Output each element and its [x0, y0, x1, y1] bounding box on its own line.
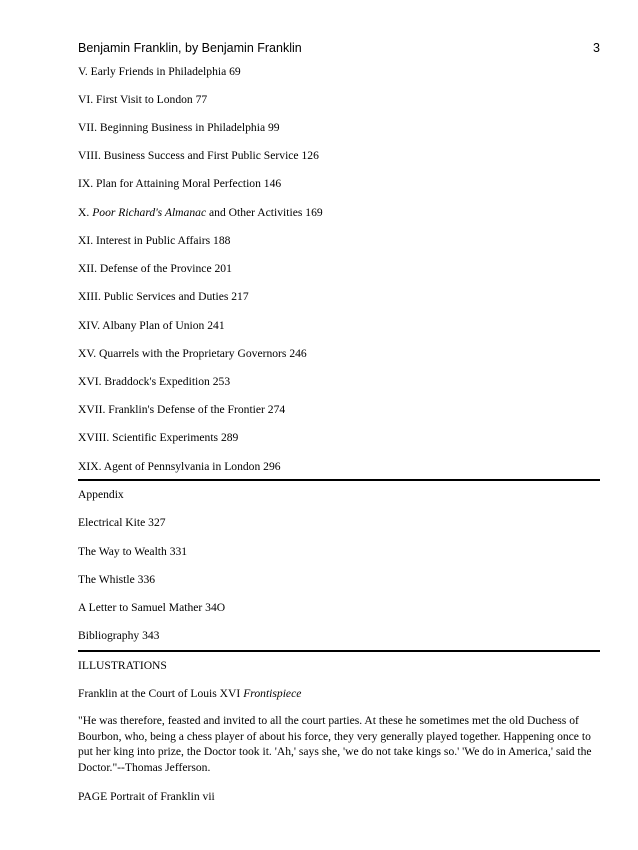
appendix-heading: Appendix	[78, 488, 124, 501]
illustrations-heading: ILLUSTRATIONS	[78, 659, 167, 672]
page-header	[78, 40, 600, 56]
toc-entry: XVIII. Scientific Experiments 289	[78, 431, 239, 444]
toc-entry: XIX. Agent of Pennsylvania in London 296	[78, 460, 281, 473]
toc-entry: VIII. Business Success and First Public Service 126	[78, 149, 319, 162]
toc-entry: XIV. Albany Plan of Union 241	[78, 319, 225, 332]
section-divider	[78, 479, 600, 481]
toc-entry: VII. Beginning Business in Philadelphia 99	[78, 121, 280, 134]
running-title: Benjamin Franklin, by Benjamin Franklin	[78, 41, 302, 55]
toc-entry: IX. Plan for Attaining Moral Perfection 146	[78, 177, 282, 190]
toc-entry: XI. Interest in Public Affairs 188	[78, 234, 231, 247]
illustration-item	[78, 686, 301, 702]
toc-entry: XVII. Franklin's Defense of the Frontier 274	[78, 403, 286, 416]
jefferson-quote: "He was therefore, feasted and invited to all the court parties. At these he sometimes met the old Duchess of Bourbon, who, being a chess player of about his force, they very generally played together. Happening once to put her king into prize, the Doctor took it. 'Ah,' says she, 'we do not take kings so.' 'We do in America,' said the Doctor."--Thomas Jefferson.	[78, 714, 592, 774]
toc-entry	[78, 205, 323, 221]
illustration-placement: Frontispiece	[243, 687, 302, 700]
toc-entry-number: X.	[78, 206, 90, 219]
toc-entry-rest: and Other Activities 169	[209, 206, 323, 219]
toc-entry: XIII. Public Services and Duties 217	[78, 290, 249, 303]
appendix-item: Electrical Kite 327	[78, 516, 166, 529]
toc-entry: VI. First Visit to London 77	[78, 93, 208, 106]
toc-entry: XII. Defense of the Province 201	[78, 262, 232, 275]
appendix-item: The Whistle 336	[78, 573, 156, 586]
illustration-item: PAGE Portrait of Franklin vii	[78, 790, 215, 803]
toc-entry: XV. Quarrels with the Proprietary Governors 246	[78, 347, 307, 360]
toc-entry: V. Early Friends in Philadelphia 69	[78, 65, 241, 78]
document-page	[78, 0, 600, 850]
illustration-title: Franklin at the Court of Louis XVI	[78, 687, 241, 700]
appendix-item: Bibliography 343	[78, 629, 160, 642]
page-number: 3	[593, 41, 600, 55]
appendix-item: A Letter to Samuel Mather 34O	[78, 601, 226, 614]
section-divider	[78, 650, 600, 652]
toc-entry-italic-title: Poor Richard's Almanac	[92, 206, 207, 219]
appendix-item: The Way to Wealth 331	[78, 545, 188, 558]
toc-entry: XVI. Braddock's Expedition 253	[78, 375, 231, 388]
